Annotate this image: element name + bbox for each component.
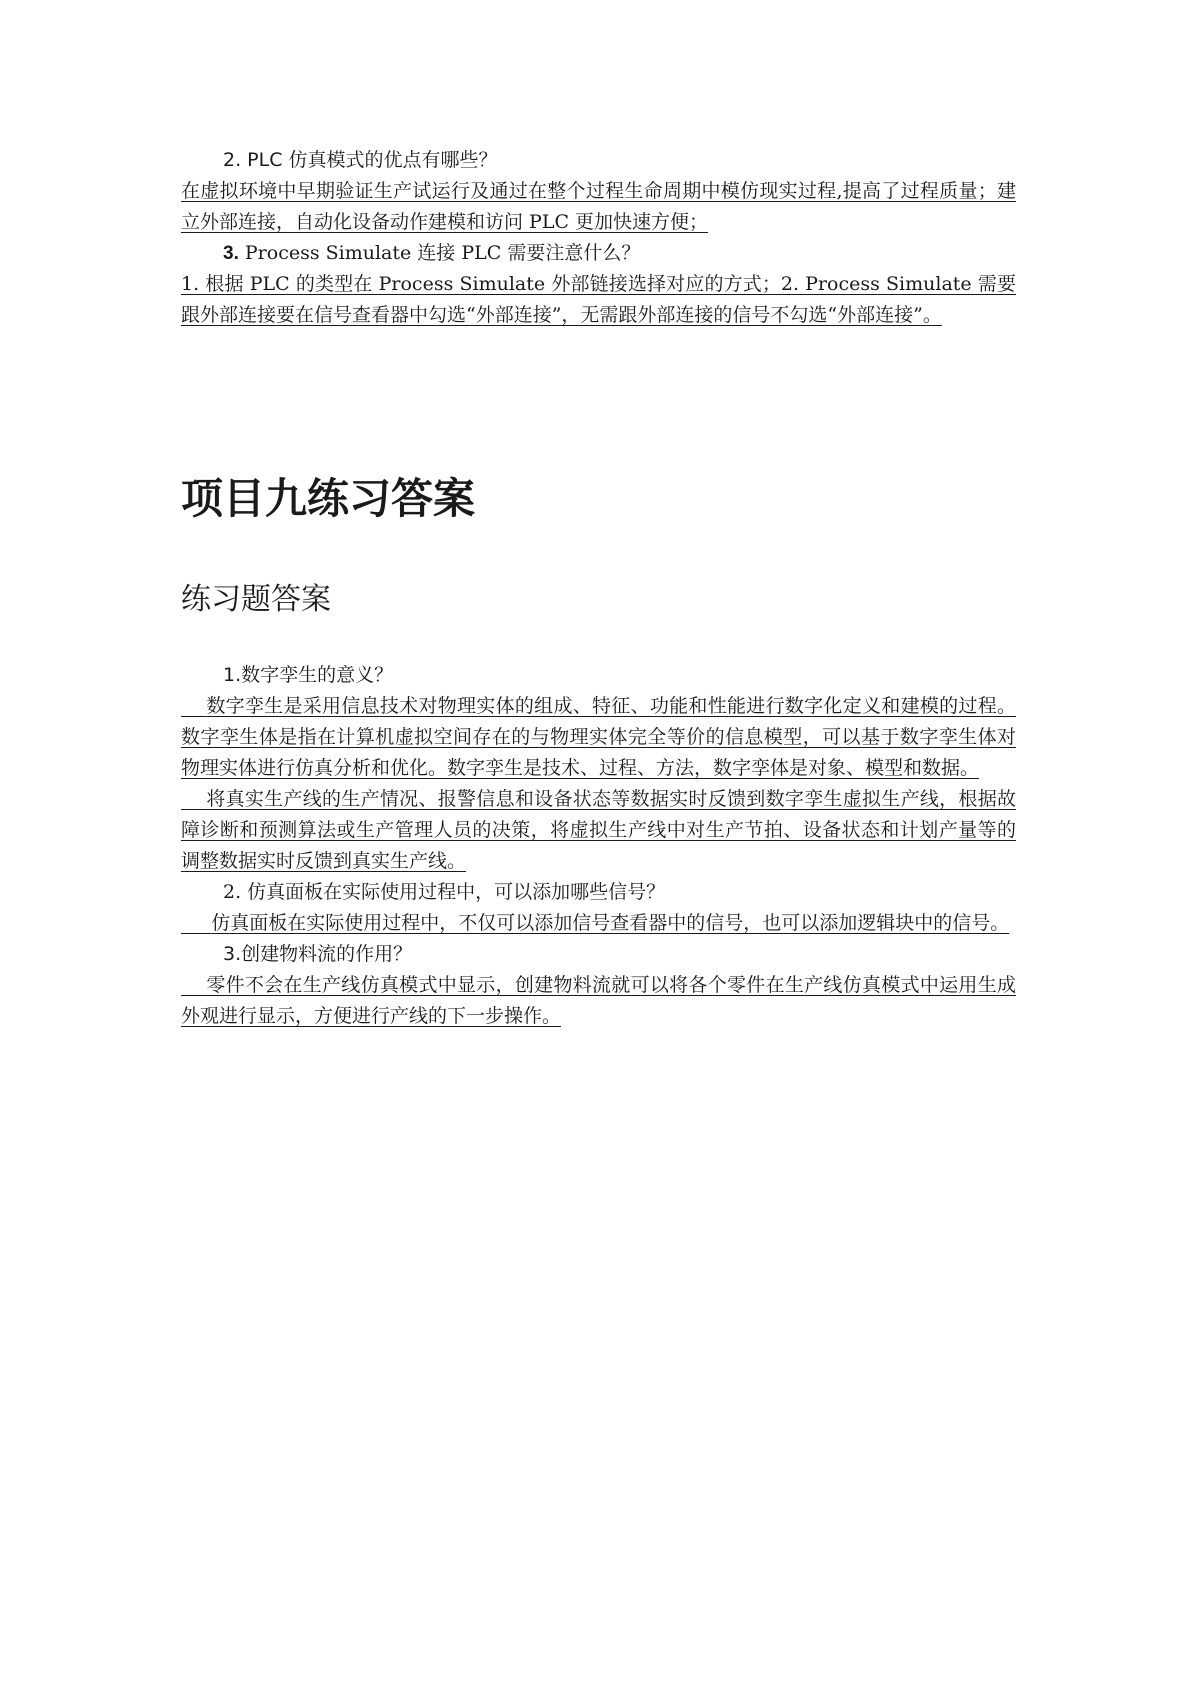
answer-1-paragraph-2-text: 将真实生产线的生产情况、报警信息和设备状态等数据实时反馈到数字孪生虚拟生产线，根据故障诊断和预测算法或生产管理人员的决策，将虚拟生产线中对生产节拍、设备状态和计划产量等的调整数据实时反馈到真实生产线。 [181, 788, 1016, 872]
answer-2-simulation-panel [181, 908, 1016, 939]
answer-3-material-flow [181, 970, 1016, 1032]
section-subheading: 练习题答案 [181, 582, 331, 617]
question-3-material-flow: 3.创建物料流的作用？ [223, 943, 413, 965]
project-nine-answers [181, 660, 1016, 1032]
answer-1-paragraph-1-text: 数字孪生是采用信息技术对物理实体的组成、特征、功能和性能进行数字化定义和建模的过程。数字孪生体是指在计算机虚拟空间存在的与物理实体完全等价的信息模型，可以基于数字孪生体对物理实体进行仿真分析和优化。数字孪生是技术、过程、方法，数字孪体是对象、模型和数据。 [181, 695, 1016, 779]
answer-1-paragraph-2-indent [181, 788, 206, 810]
answer-3-plc-connection: 1. 根据 PLC 的类型在 Process Simulate 外部链接选择对应的方式；2. Process Simulate 需要跟外部连接要在信号查看器中勾选“外部连接”，无需跟外部连接的信号不勾选“外部连接”。 [181, 273, 1016, 326]
question-2-simulation-panel: 2. 仿真面板在实际使用过程中，可以添加哪些信号？ [223, 881, 666, 903]
answer-2-indent [181, 912, 211, 934]
previous-section-answers [181, 145, 1016, 331]
answer-1-paragraph-1 [181, 691, 1016, 784]
question-1-digital-twin: 1.数字孪生的意义？ [223, 664, 394, 686]
answer-2-text: 仿真面板在实际使用过程中，不仅可以添加信号查看器中的信号，也可以添加逻辑块中的信号。 [211, 912, 1010, 934]
answer-1-paragraph-1-indent [181, 695, 206, 717]
question-3-text: Process Simulate 连接 PLC 需要注意什么？ [238, 242, 641, 264]
answer-1-paragraph-2 [181, 784, 1016, 877]
question-3-plc-connection [181, 238, 1016, 269]
answer-3-indent [181, 974, 206, 996]
answer-3-text: 零件不会在生产线仿真模式中显示，创建物料流就可以将各个零件在生产线仿真模式中运用生成外观进行显示，方便进行产线的下一步操作。 [181, 974, 1016, 1027]
question-2-plc-advantages: 2. PLC 仿真模式的优点有哪些？ [223, 149, 498, 171]
page-heading: 项目九练习答案 [181, 474, 476, 523]
answer-2-plc-advantages: 在虚拟环境中早期验证生产试运行及通过在整个过程生命周期中模仿现实过程,提高了过程质量；建立外部连接，自动化设备动作建模和访问 PLC 更加快速方便； [181, 180, 1016, 233]
question-3-number: 3. [223, 243, 239, 264]
